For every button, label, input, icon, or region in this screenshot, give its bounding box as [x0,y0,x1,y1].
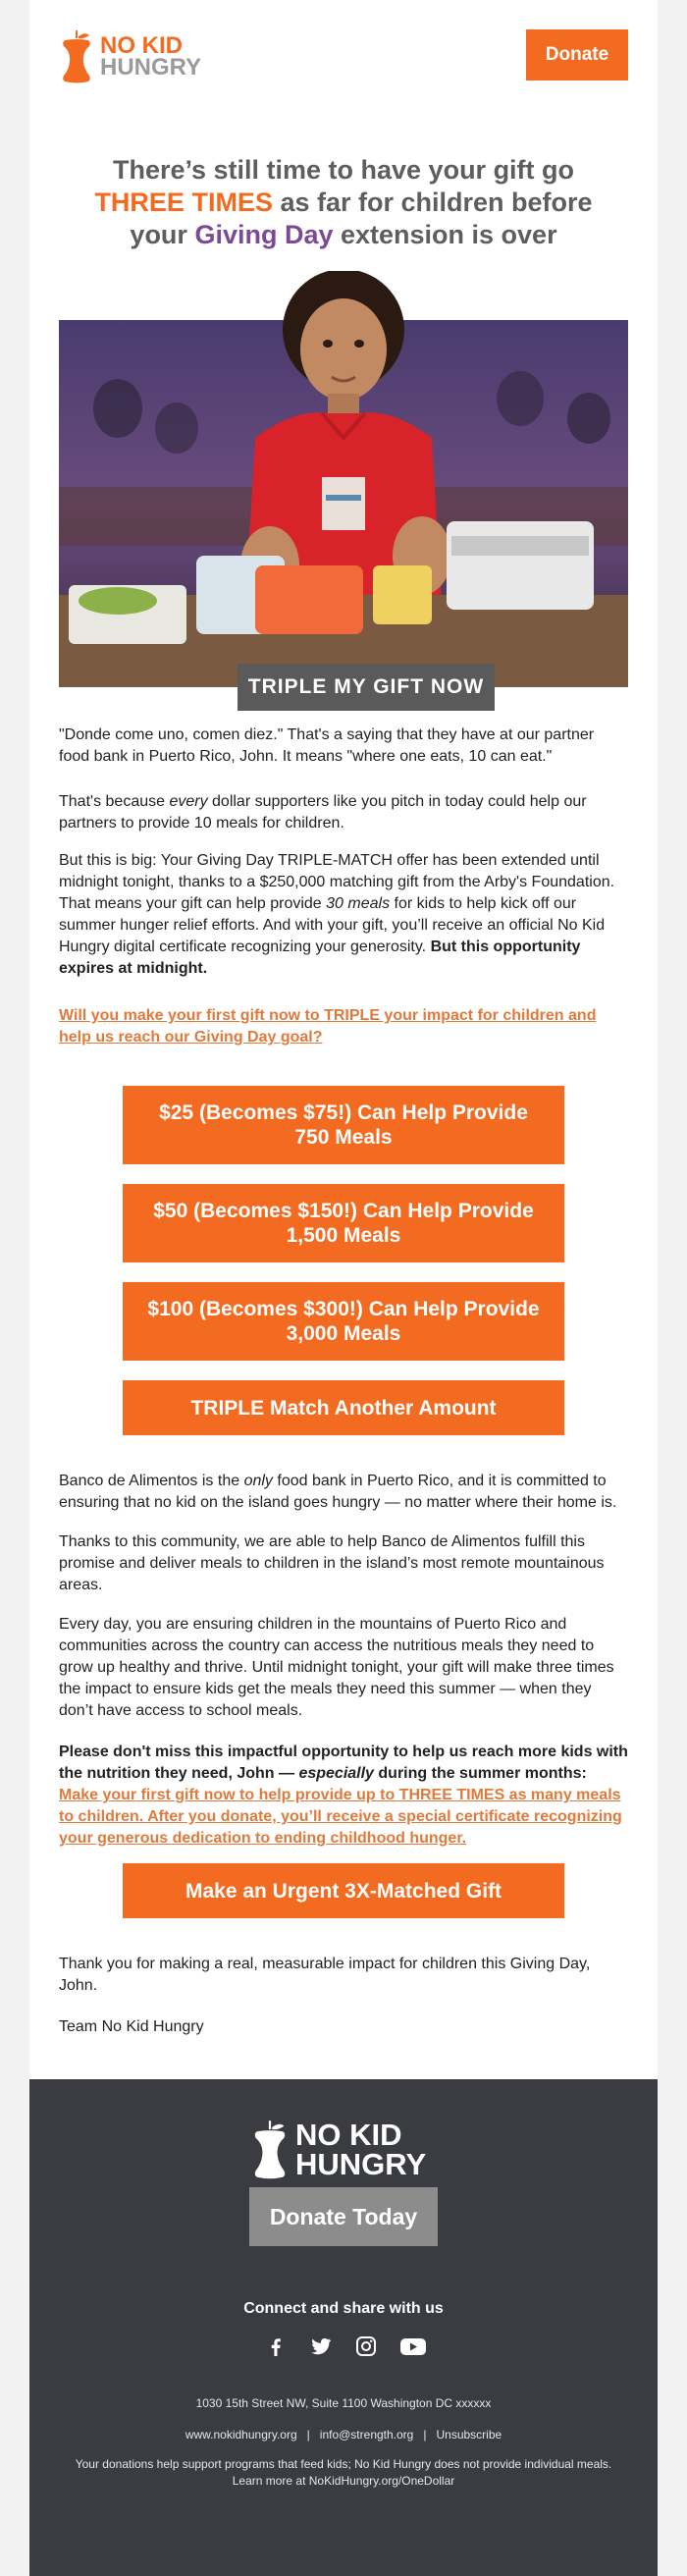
headline-part6: extension is over [333,220,557,249]
gift-50-line1: $50 (Becomes $150!) Can Help Provide [153,1200,534,1222]
signature: Team No Kid Hungry [59,2018,204,2035]
footer-logo-line1: NO KID [295,2118,402,2152]
gift-25-line1: $25 (Becomes $75!) Can Help Provide [159,1101,528,1124]
gift-50-line2: 1,500 Meals [286,1224,401,1247]
text: during the summer months: [373,1765,587,1782]
text-em: only [243,1473,273,1489]
separator: | [423,2428,427,2442]
disclaimer-line2[interactable]: Learn more at NoKidHungry.org/OneDollar [232,2474,455,2488]
email-link[interactable]: info@strength.org [319,2428,414,2442]
footer-links [29,2427,658,2443]
text-em: every [169,793,208,810]
gift-25-button[interactable] [123,1086,564,1164]
gift-25-line2: 750 Meals [294,1126,393,1149]
paragraph-community: Thanks to this community, we are able to help Banco de Alimentos fulfill this promise and deliver meals to children in the island’s most remote mountainous areas. [59,1533,605,1593]
nokidhungry-logo[interactable] [59,29,201,84]
text-bold [59,1744,628,1782]
instagram-icon[interactable] [354,2334,378,2358]
paragraph-cta-link [59,1005,628,1048]
apple-core-icon [250,2119,290,2181]
apple-core-icon [59,28,94,85]
paragraph-dont-miss [59,1742,628,1850]
text-em: 30 meals [326,895,391,912]
text-bold: But this opportunity expires at midnight. [59,939,581,977]
paragraph-triple-match [59,850,628,980]
text: Please don't miss this impactful opportunity to help us reach more kids with the nutrition they need, John — [59,1744,628,1782]
urgent-gift-button[interactable]: Make an Urgent 3X-Matched Gift [123,1863,564,1918]
logo-line2: HUNGRY [100,54,202,80]
gift-100-line1: $100 (Becomes $300!) Can Help Provide [147,1298,540,1320]
footer-disclaimer [29,2456,658,2490]
website-link[interactable]: www.nokidhungry.org [185,2428,297,2442]
hero-image[interactable] [59,271,628,698]
text-em: especially [298,1765,374,1782]
email-header [29,0,658,108]
headline-part3: as far for children before [272,188,593,217]
first-gift-link[interactable]: Will you make your first gift now to TRIPLE your impact for children and help us reach our Giving Day goal? [59,1007,597,1046]
logo-line1: NO KID [100,32,183,59]
footer-logo[interactable] [250,2119,426,2181]
separator: | [306,2428,310,2442]
social-links [29,2334,658,2358]
headline-three-times: THREE TIMES [94,188,273,217]
paragraph-thank-you: Thank you for making a real, measurable impact for children this Giving Day, John. [59,1956,591,1994]
text: Banco de Alimentos is the [59,1473,244,1489]
logo-text [100,32,202,80]
make-first-gift-link[interactable]: Make your first gift now to help provide up to THREE TIMES as many meals to children. After you donate, you’ll receive a special certificate recognizing your generous dedication to ending childhood hunger. [59,1787,622,1847]
text: food bank in Puerto Rico, and it is committed to ensuring that no kid on the island goes hungry — no matter where their home is. [59,1473,617,1511]
headline-part1: There’s still time to have your gift go [112,155,575,185]
triple-my-gift-button[interactable]: TRIPLE MY GIFT NOW [238,664,495,711]
email-body [29,0,658,2576]
headline [59,154,628,251]
gift-50-button[interactable] [123,1184,564,1262]
connect-heading: Connect and share with us [243,2300,444,2317]
donate-today-button[interactable]: Donate Today [249,2187,438,2246]
footer-logo-text [295,2120,426,2179]
donate-button[interactable]: Donate [526,29,628,80]
footer [29,2079,658,2576]
text: for kids to help kick off our summer hunger relief efforts. And with your gift, you’ll receive an official No Kid Hungry digital certificate recognizing your generosity. [59,895,606,955]
text: That's because [59,793,170,810]
text: dollar supporters like you pitch in today could help our partners to provide 10 meals for children. [59,793,587,832]
headline-part4: your [130,220,195,249]
paragraph-every-day: Every day, you are ensuring children in the mountains of Puerto Rico and communities across the country can access the nutritious meals they need to grow up healthy and thrive. Until midnight tonight, your gift will make three times the impact to ensure kids get the meals they need this summer — when they don’t have access to school meals. [59,1616,614,1719]
paragraph-banco [59,1471,628,1514]
gift-other-amount-button[interactable]: TRIPLE Match Another Amount [123,1380,564,1435]
text: But this is big: Your Giving Day TRIPLE-MATCH offer has been extended until midnight tonight, thanks to a $250,000 matching gift from the Arby's Foundation. That means your gift can help provide [59,852,615,912]
hero-photo [59,271,628,687]
unsubscribe-link[interactable]: Unsubscribe [436,2428,502,2442]
disclaimer-line1: Your donations help support programs that feed kids; No Kid Hungry does not provide individual meals. [75,2457,612,2471]
gift-100-button[interactable] [123,1282,564,1361]
twitter-icon[interactable] [309,2334,333,2358]
paragraph-intro: "Donde come uno, comen diez." That's a saying that they have at our partner food bank in Puerto Rico, John. It means "where one eats, 10 can eat." [59,726,595,765]
footer-address: 1030 15th Street NW, Suite 1100 Washington DC xxxxxx [195,2396,492,2410]
gift-100-line2: 3,000 Meals [286,1322,401,1345]
youtube-icon[interactable] [399,2334,423,2358]
facebook-icon[interactable] [264,2334,288,2358]
headline-giving-day: Giving Day [194,220,334,249]
paragraph-every-dollar [59,791,628,834]
footer-logo-line2: HUNGRY [295,2147,427,2181]
